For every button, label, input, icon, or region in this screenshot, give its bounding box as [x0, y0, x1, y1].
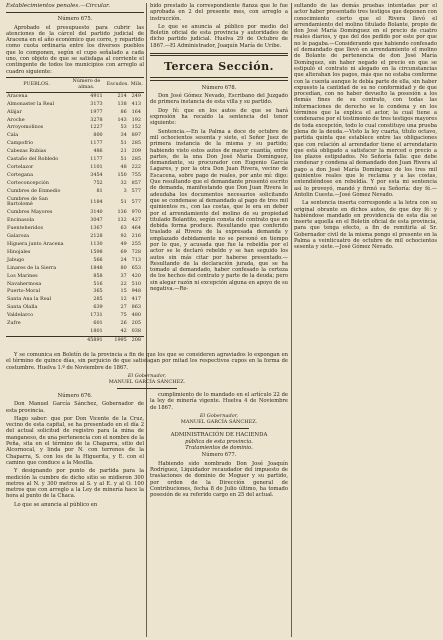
escudos-value: 136: [117, 209, 127, 216]
notice-text: Hago saber: que por Don Vicente de la Cruz, vecino de esta capital, se ha presentado en el día 2 del actual solicitud de registro para la mina de manganeso, de una pertenencia con el nombre de la Peña, sita en el término de la Chaparra, sitio del Alcornocal, y linda por N. con terrenos de la Chaparra, S. con los de la Higuerita, y E. con el camino que conduce a la Mesilla.: [6, 415, 144, 466]
notice-text: Don Manuel García Sánchez, Gobernador de esta provincia.: [6, 401, 144, 414]
table-row: [6, 281, 144, 289]
almas-value: 1177: [90, 140, 103, 147]
mils-value: 152: [131, 124, 141, 131]
rule: [6, 12, 144, 13]
almas-value: 1801: [90, 327, 103, 334]
pueblo-name: Hinojales: [7, 248, 31, 255]
almas-value: 800: [93, 132, 103, 139]
pueblo-name: Santa Ana la Real: [7, 296, 52, 303]
almas-value: 3454: [90, 171, 103, 178]
pueblo-name: [6, 328, 67, 336]
rule: [117, 388, 177, 389]
almas-value: 3278: [90, 116, 103, 123]
pueblo-name: Galaroza: [7, 233, 30, 240]
mils-value: 427: [131, 217, 141, 224]
table-row: [6, 117, 144, 125]
pueblo-name: Encinasola: [7, 217, 35, 224]
notice-text: Sentencia.—En la Palma a doce de octubre de mil ochocientos sesenta y siete, el Señor Juez de primera instancia de la misma y su partido; habiendo visto estos autos de mayor cuantía, entre partes, de la una Don José María Domínguez, demandante, su procurador con Eugenio García Lagares, y por la otra Don Juan Rivera, vecino de Escacena, sobre pago de reales, por ante mí: digo: Que resultando que el demandante presentó escrito de demanda, manifestando que Don Juan Rivera le adeudaba los documentos necesarios solicitando que se condenase al demandado al pago de tres mil quinientos rs., con las costas, que le era en deber por el arrendamiento del molino de su propiedad titulado Bolantito, según consta del contrato que en debida forma produce. Resultando que conferido traslado al Rivera de la expresada demanda y emplazado debidamente no se personó en tiempo por lo que, y acusada que fue la rebeldía por el actor se le declaró rebelde y se han seguido los autos sin más citar por haberse presentado.—Resultando de la declaración jurada, que se ha tomado al demandado, haber confesado la certeza de los hechos del contrato y parte de la deuda; pero sin alegar razón ni excepción alguna en apoyo de su negativa.—Re-: [150, 128, 288, 293]
rule: [150, 53, 288, 56]
mils-value: 420: [131, 272, 141, 279]
escudos-value: 51: [120, 198, 127, 205]
table-row: [6, 288, 144, 296]
mils-value: 164: [131, 108, 141, 115]
pueblo-name: Higuera junto Aracena: [7, 241, 64, 247]
mils-value: 863: [131, 304, 141, 311]
column-divider: [291, 3, 292, 637]
mils-value: 857: [131, 179, 141, 186]
notice-text: sultando de las demás pruebas intentadas por el actor haber presentado tres testigos que deponen con conocimiento cierto que el Rivera llevó el arrendamiento del molino titulado Bolante, propio de don José María Domínguez en el precio de cuatro reales diarios, y que del dos pedido por este por que no le pagaba.—Considerando que habiendo confesado el demandado que llevó en arrendamiento el molino de Bolante de pertenencia de don José María Domínguez, sin haber negado el precio en que se estipuló el contrato ni alegado en la circunstancias que alteraban los pagos, más que no estaba conforme con la cuenta aunque le debía parte de ella, sin haber expuesto la cantidad de su no conformidad y de que procedían, con no haber devuelto la posesión a los demás fines de su contrato, con todas las informaciones de derecho se le condena y en los términos que la explica el actor, la cual tiene a condenarse por el testimonio de tres testigos mayores de toda excepción, todo lo cual constituye una prueba plena de la deuda.—Visto la ley cuarta, título octavo, partida quinta que establece entre las obligaciones que con relación al arrendador tiene el arrendatario que está obligado a satisfacer la merced o precio a los plazos estipulados. No Señoría falla: que debe condenar y condena al demandado don Juan Rivera al pago a don José María Domínguez de los tres mil quinientos reales que le reclama y a las costas, entendiéndose en rebeldía. Y por esta mi sentencia así lo proveyó, mandó y firmó su Señoría: doy fé.—Antolin Cuesta.—José Gómez Nevado.: [294, 3, 437, 198]
table-row: [6, 312, 144, 320]
table-row: [6, 328, 144, 336]
pueblo-name: Cumbres de San Bartolomé: [7, 195, 48, 208]
pueblo-name: Linares de la Sierra: [7, 264, 57, 271]
quota-table: [6, 77, 144, 345]
almas-value: 1367: [90, 225, 103, 232]
notice-number: Número 677.: [201, 452, 237, 459]
pueblo-name: Cortegana: [7, 171, 33, 178]
table-row: [6, 101, 144, 109]
escudos-value: 42: [120, 327, 127, 334]
table-row: [6, 180, 144, 188]
almas-value: 3047: [90, 217, 103, 224]
mils-value: 038: [131, 327, 141, 334]
escudos-value: 49: [120, 241, 127, 247]
pueblo-name: Santa Olalla: [7, 304, 38, 311]
table-header: [6, 77, 144, 92]
pueblo-name: Valdelarco: [7, 312, 34, 319]
section-subheading: pública de esta provincia.: [185, 438, 253, 445]
column-1: [6, 3, 144, 345]
escudos-value: 214: [117, 92, 127, 99]
table-total-row: [6, 336, 144, 344]
mils-value: 192: [131, 116, 141, 123]
notice-number: Número 675.: [57, 16, 93, 23]
escudos-value: 132: [117, 217, 127, 224]
mils-value: 713: [131, 256, 141, 263]
almas-value: 516: [93, 280, 103, 287]
mils-value: 755: [131, 171, 141, 178]
table-row: [6, 233, 144, 241]
pueblo-name: Aroche: [7, 116, 25, 123]
table-row: [6, 249, 144, 257]
table-row: [6, 172, 144, 180]
almas-value: 1227: [90, 124, 103, 131]
mils-value: 413: [131, 100, 141, 107]
mils-value: 285: [131, 156, 141, 163]
table-row: [6, 196, 144, 210]
escudos-value: 48: [120, 163, 127, 170]
pueblo-name: Fuenteheridos: [7, 225, 43, 232]
pueblo-name: Alájar: [7, 108, 22, 115]
almas-value: 1598: [90, 248, 103, 255]
table-row: [6, 217, 144, 225]
escudos-value: 3: [123, 187, 127, 194]
table-row: [6, 92, 144, 100]
signature-title: El Gobernador,: [127, 372, 167, 379]
escudos-value: 27: [120, 304, 127, 311]
notice-text: cumplimiento de lo mandado en el artículo 22 de la ley de minería vigente. Huelva 4 de Noviembre de 1867.: [150, 392, 288, 411]
almas-value: 639: [93, 304, 103, 311]
notice-text: Lo que se anuncia al público en: [14, 501, 98, 508]
notice-number: Número 676.: [57, 393, 93, 399]
pueblo-name: Cumbres de Enmedio: [7, 187, 61, 194]
pueblo-name: Castaño del Robledo: [7, 156, 59, 163]
escudos-value: 63: [120, 225, 127, 232]
table-row: [6, 109, 144, 117]
pueblo-name: Corteconcepción: [7, 179, 49, 186]
almas-value: 81: [96, 187, 103, 194]
almas-value: 3140: [90, 209, 103, 216]
mils-value: 249: [131, 92, 141, 99]
almas-value: 3173: [90, 100, 103, 107]
mils-value: 480: [131, 312, 141, 319]
signature-title: El Gobernador,: [199, 412, 239, 419]
almas-value: 1130: [90, 241, 103, 247]
almas-value: 285: [93, 296, 103, 303]
closing-block: [6, 352, 288, 392]
mils-value: 653: [131, 264, 141, 271]
almas-value: 486: [93, 148, 103, 155]
pueblo-name: Zufre: [7, 320, 21, 327]
table-row: [6, 140, 144, 148]
escudos-value: 138: [117, 100, 127, 107]
escudos-value: 150: [117, 171, 127, 178]
almas-value: 752: [93, 179, 103, 186]
pueblo-name: Aracena: [7, 92, 28, 99]
section-heading: ADMINISTRACIÓN DE HACIENDA: [170, 432, 268, 439]
pueblo-name: Jabugo: [7, 256, 25, 263]
header-mils: Mils.: [130, 77, 144, 92]
table-row: [6, 209, 144, 217]
almas-value: 4911: [90, 92, 103, 99]
escudos-value: 22: [120, 280, 127, 287]
mils-value: 728: [131, 248, 141, 255]
notice-text: Doy fé: que en los autos de que se hará expresión ha recaído la sentencia del tenor siguiente:: [150, 107, 288, 127]
escudos-value: 37: [120, 272, 127, 279]
almas-value: 365: [93, 288, 103, 295]
table-row: [6, 296, 144, 304]
mils-value: 577: [131, 187, 141, 194]
table-row: [6, 124, 144, 132]
escudos-value: 26: [120, 320, 127, 327]
column-divider: [146, 3, 147, 637]
mils-value: 205: [131, 320, 141, 327]
escudos-value: 24: [120, 256, 127, 263]
table-row: [6, 273, 144, 281]
mils-value: 897: [131, 132, 141, 139]
escudos-value: 75: [120, 312, 127, 319]
table-row: [6, 188, 144, 196]
mils-value: 464: [131, 225, 141, 232]
pueblo-name: Almonaster la Real: [7, 100, 55, 107]
table-row: [6, 257, 144, 265]
section-subheading: Tratamientos de dominio.: [185, 445, 253, 452]
header-escudos: Escudos.: [106, 77, 130, 92]
notice-text: Aprobado el presupuesto para cubrir las atenciones de la cárcel del partido judicial de Aracena en el año económico que corre, y repartido como cuota ordinaria entre los diversos pueblos que lo componen, según el cupo señalado a cada uno, con objeto de que se satisfaga al corriente el contingente de todos los municipios con arreglo al cuadro siguiente:: [6, 24, 144, 75]
total-mils: 208: [130, 336, 144, 344]
table-row: [6, 164, 144, 172]
escudos-value: 34: [120, 132, 127, 139]
pueblo-name: Navahermosa: [7, 280, 42, 287]
almas-value: 601: [93, 320, 103, 327]
mils-value: 510: [131, 280, 141, 287]
total-escudos: 1995: [106, 336, 130, 344]
running-head: Establecimientos penales.—Circular.: [6, 3, 111, 9]
escudos-value: 15: [120, 288, 127, 295]
almas-value: 1977: [90, 108, 103, 115]
mils-value: 285: [131, 140, 141, 147]
column-1-lower: [6, 392, 144, 510]
pueblo-name: Cala: [7, 132, 19, 139]
almas-value: 858: [93, 272, 103, 279]
total-almas: 45891: [67, 336, 106, 344]
pueblo-name: Los Marines: [7, 272, 38, 279]
escudos-value: 53: [120, 124, 127, 131]
notice-text: Y designando por punto de partida para la medición la cumbre de dicho sitio se midieron 300 metros al N. y 300 metros al S. y al E. y al O. 100 metros que con arreglo a la Ley de minería hace la hora al punto de la Chaca.: [6, 468, 144, 500]
pueblo-name: Cabezas Rubias: [7, 148, 47, 155]
escudos-value: 86: [120, 108, 127, 115]
table-body: [6, 92, 144, 336]
table-row: [6, 148, 144, 156]
almas-value: 1848: [90, 264, 103, 271]
escudos-value: 92: [120, 233, 127, 240]
escudos-value: 143: [117, 116, 127, 123]
pueblo-name: Puerto-Moral: [7, 288, 41, 295]
mils-value: 970: [131, 209, 141, 216]
escudos-value: 69: [120, 248, 127, 255]
pueblo-name: Arroyomolinos: [7, 124, 44, 131]
table-row: [6, 225, 144, 233]
mils-value: 417: [131, 296, 141, 303]
column-3: [294, 3, 437, 253]
almas-value: 1731: [90, 312, 103, 319]
escudos-value: 21: [120, 148, 127, 155]
pueblo-name: Cortelazor: [7, 163, 34, 170]
mils-value: 222: [131, 163, 141, 170]
table-row: [6, 241, 144, 249]
pueblo-name: Campofrío: [7, 140, 34, 147]
signature-name: MANUEL GARCÍA SÁNCHEZ.: [180, 419, 258, 426]
header-pueblos: PUEBLOS.: [6, 77, 67, 92]
escudos-value: 32: [120, 179, 127, 186]
escudos-value: 12: [120, 296, 127, 303]
almas-value: 2128: [90, 233, 103, 240]
notice-text: Habiendo sido nombrado Don José Joaquín Rodríguez, Liquidador recaudador del impuesto de traslaciones de dominio de Moguer y su partido, por orden de la Dirección general de Contribuciones, fecha 8 de Julio último, ha tomado posesión de su referido cargo en 25 del actual.: [150, 460, 288, 499]
column-2-lower: [150, 392, 288, 500]
pueblo-name: Cumbres Mayores: [7, 209, 53, 216]
notice-text: Lo que se anuncia al público por medio del Boletín oficial de esta provincia y autoridades de dicho partido judicial. Huelva 29 de Octubre de 1867.—El Administrador, Joaquín María de Uribe.: [150, 23, 288, 49]
notice-text: bido prestado la correspondiente fianza que le fue aprobada en 2 del presente mes, con arreglo a instrucción.: [150, 3, 288, 22]
mils-value: 216: [131, 233, 141, 240]
almas-value: 1101: [90, 163, 103, 170]
notice-text: La sentencia inserta corresponde a la letra con su original obrante en dichos autos, de que doy fé: y habiéndose mandado en providencia de esta día se inserte aquella en el Boletín oficial de esta provincia, para que tenga efecto, a fin de remitirla al Sr. Gobernador civil de la misma pongo el presente en la Palma a veinticuatro de octubre de mil ochocientos sesenta y siete.—José Gómez Nevado.: [294, 200, 437, 251]
rule: [189, 428, 249, 429]
notice-number: Número 678.: [201, 84, 237, 91]
almas-value: 1184: [90, 198, 103, 205]
almas-value: 566: [93, 256, 103, 263]
mils-value: 948: [131, 288, 141, 295]
escudos-value: 80: [120, 264, 127, 271]
mils-value: 209: [131, 148, 141, 155]
mils-value: 577: [131, 198, 141, 205]
column-2: [150, 3, 288, 348]
table-row: [6, 156, 144, 164]
signature-name: MANUEL GARCÍA SÁNCHEZ.: [108, 379, 186, 386]
table-row: [6, 320, 144, 328]
closing-text: Y se comunica en Boletín de la provincia a fin de que los que se consideren agraviados lo expongan en el término de quince días, sin perjuicio de que satisfagan por mitad los respectivos cupos en la forma de costumbre. Huelva 1.º de Noviembre de 1867.: [6, 352, 288, 371]
notice-text: Don José Gómez Nevado, Escribano del Juzgado de primera instancia de esta villa y su partido.: [150, 93, 288, 106]
escudos-value: 51: [120, 140, 127, 147]
escudos-value: 51: [120, 156, 127, 163]
mils-value: 255: [131, 241, 141, 247]
header-numero: Número de almas.: [67, 77, 106, 92]
table-row: [6, 265, 144, 273]
table-row: [6, 304, 144, 312]
total-label: [6, 336, 67, 344]
rule: [150, 77, 288, 80]
section-title: Tercera Sección.: [164, 60, 274, 74]
almas-value: 1177: [90, 156, 103, 163]
